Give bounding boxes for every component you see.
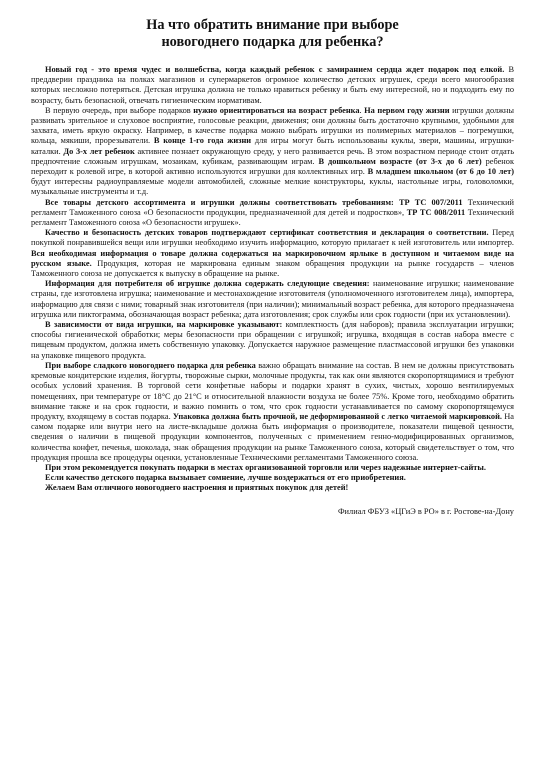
bold-text: На первом году жизни [364,105,450,115]
text-segment: Технический регламент Таможенного союза «О безопасности игрушек». [31,207,514,228]
bold-text: Качество и безопасность детских товаров подтверждают сертификат соответствия и декларация о соответствии. [45,228,489,238]
paragraph [31,473,514,483]
text-segment: игрушки должны развивать зрительное и слуховое восприятие, голосовые реакции, движения; они должны быть достаточно крупными, удобными для захвата, иметь яркую окраску. Например, в качестве подарка можно выбрать игрушки из полимерных материалов – погремушки, кольца, мякиши, прорезыватели. [31,105,515,146]
bold-text: При этом рекомендуется покупать подарки в местах организованной торговли или через надежные интернет-сайты. [45,462,486,472]
bold-text: В младшем школьном (от 6 до 10 лет) [367,167,514,177]
text-segment: Технический регламент Таможенного союза «О безопасности продукции, предназначенной для детей и подростков», [31,197,514,217]
title-line-2: новогоднего подарка для ребенка? [161,34,384,50]
bold-text: Информация для потребителя об игрушке должна содержать следующие сведения: [45,279,370,289]
text-segment: будут интересны радиоуправляемые модели автомобилей, сложные мелкие конструкторы, куклы, настольные игры, головоломки, музыкальные инструменты и т.д. [31,177,514,197]
title-line-1: На что обратить внимание при выборе [146,17,399,33]
paragraph [31,279,514,320]
paragraph [31,198,514,229]
text-segment: важно обращать внимание на состав. В нем не должны присутствовать кремовые кондитерские изделия, йогурты, творожные сырки, молочные продукты, так как они являются скоропортящимися и требуют особых условий хранения. В торговой сети конфетные наборы и подарки хранят в сухих, чистых, хорошо вентилируемых помещениях, при температуре от 18°С до 21°С и относительной влажности воздуха не более 75%. Кроме того, необходимо обратить внимание также и на срок годности, и важно помнить о том, что срок годности устанавливается по самому скоропортящемуся продукту, входящему в состав подарка. [31,360,514,421]
bold-text: ТР ТС 008/2011 [406,207,466,217]
bold-text: Все товары детского ассортимента и игрушки должны соответствовать требованиям: ТР ТС 007/2011 [45,197,463,207]
page-title [31,17,514,51]
text-segment: для игры могут быть использованы куклы, звери, машины, игрушки-каталки. [31,136,515,156]
bold-text: В дошкольном возрасте (от 3-х до 6 лет) [318,156,482,166]
bold-text: В конце 1-го года жизни [153,136,252,146]
text-segment: наименование игрушки; наименование страны, где изготовлена игрушка; наименование и местонахождение изготовителя (уполномоченного изготовителем лица), импортера, информацию для связи с ними; товарный знак изготовителя (при наличии); минимальный возраст ребенка, для которого предназначена игрушка или пиктограмма, обозначающая возраст ребенка; дата изготовления; срок службы или срок годности (при их установлении). [31,279,515,319]
document-body [31,65,514,494]
bold-text: При выборе сладкого новогоднего подарка для ребенка [45,360,256,370]
paragraph [31,483,514,493]
bold-text: Новый год - это время чудес и волшебства, когда каждый ребенок с замиранием сердца ждет подарок под елкой. [45,65,505,74]
footer-signature: Филиал ФБУЗ «ЦГиЭ в РО» в г. Ростове-на-Дону [337,506,514,516]
text-segment: . [359,105,365,115]
paragraph [31,361,514,463]
bold-text: Если качество детского подарка вызывает сомнение, лучше воздержаться от его приобретения. [45,473,406,483]
text-segment: активнее познает окружающую среду, у него развивается речь. В этом возрастном периоде стоит отдать предпочтение сложным игрушкам, мозаикам, кубикам, развивающим играм. [31,146,514,166]
paragraph [31,106,514,198]
text-segment: Перед покупкой понравившейся вещи или игрушки необходимо изучить информацию, которую прилагает к ней изготовитель или импортер. [31,228,515,248]
paragraph [31,65,514,106]
text-segment: На самом подарке или внутри него на листе-вкладыше должна быть информация о производителе, показатели пищевой ценности, сведения о наличии в пищевой продукции компонентов, полученных с применением генно-модифицированных организмов, количества конфет, печенья, шоколада, знак обращения продукции на рынке Таможенного союза, который свидетельствует о том, что продукция прошла все процедуры оценки, установленные Техническими регламентами Таможенного союза. [31,411,514,462]
paragraph [31,463,514,473]
text-segment: Продукция, которая не маркирована единым знаком обращения продукции на рынке государств – членов Таможенного союза не допускается к выпуску в обращение на рынке. [31,258,514,279]
bold-text: До 3-х лет ребенок [63,146,135,156]
bold-text: Упаковка должна быть прочной, не деформированной с легко читаемой маркировкой. [172,411,502,421]
bold-text: Желаем Вам отличного новогоднего настроения и приятных покупок для детей! [45,483,349,493]
text-segment: ребенок переходит к ролевой игре, в которой активно используются игрушки для коллективных игр. [31,156,514,177]
text-segment: В преддверии праздника на полках магазинов и супермаркетов огромное количество детских игрушек, среди всего многообразия которых несложно потеряться. Детская игрушка должна не только нравиться ребенку и быть ему интересной, но и подходить ему по возрасту, быть безопасной, отвечать гигиеническим нормативам. [31,65,515,105]
text-segment: комплектность (для наборов); правила эксплуатации игрушки; способы гигиенической обработки; меры безопасности при обращении с игрушкой; игрушка, входящая в состав набора вместе с пищевым продуктом, должна иметь собственную упаковку. Допускается наружное размещение пластмассовой игрушки без упаковки на упаковке пищевого продукта. [31,320,514,360]
paragraph [31,320,514,361]
paragraph [31,228,514,279]
text-segment: В первую очередь, при выборе подарков [45,105,194,115]
bold-text: нужно ориентироваться на возраст ребенка [193,105,360,115]
bold-text: Вся необходимая информация о товаре должна содержаться на маркировочном ярлыке в доступном и читаемом виде на русском языке. [31,248,514,268]
bold-text: В зависимости от вида игрушки, на маркировке указывают: [45,320,283,330]
